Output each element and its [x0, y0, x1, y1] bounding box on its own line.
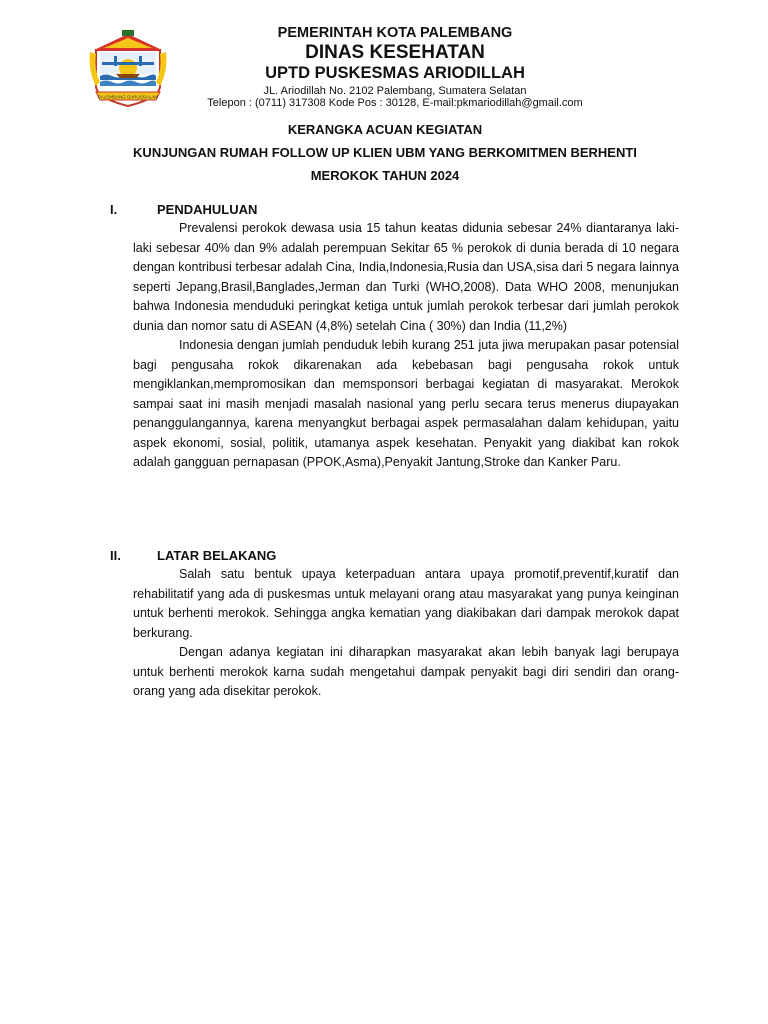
logo-ribbon-text: PALEMBANG DARUSSALAM — [98, 94, 158, 100]
government-name: PEMERINTAH KOTA PALEMBANG — [277, 25, 513, 41]
section-number: II. — [110, 548, 121, 563]
paragraph: Dengan adanya kegiatan ini diharapkan masyarakat akan lebih banyak lagi berupaya untuk berhenti merokok karna sudah mengetahui dampak penyakit bagi diri sendiri dan orang- orang yang ada disekitar perokok. — [133, 645, 679, 698]
section-title: PENDAHULUAN — [157, 202, 258, 217]
paragraph: Salah satu bentuk upaya keterpaduan antara upaya promotif,preventif,kuratif dan rehabilitatif yang ada di puskesmas untuk melayani orang atau masyarakat yang punya keinginan untuk berhenti merokok. Sehingga angka kematian yang diakibakan dari dampak merokok dapat berkurang. — [133, 567, 679, 640]
address: JL. Ariodillah No. 2102 Palembang, Sumatera Selatan — [263, 85, 527, 97]
section-body-latar-belakang — [133, 565, 679, 702]
letterhead — [170, 24, 620, 109]
paragraph: Indonesia dengan jumlah penduduk lebih kurang 251 juta jiwa merupakan pasar potensial bagi pengusaha rokok dikarenakan ada kebebasan bagi pengusaha rokok untuk mengiklankan,mempromosikan dan memsponsori berbagai kegiatan di masyarakat. Merokok sampai saat ini masih menjadi masalah nasional yang perlu secara terus menerus diupayakan penanggulangannya, karena menyangkut berbagai aspek permasalahan dalam kehidupan, yaitu aspek ekonomi, sosial, politik, utamanya aspek kesehatan. Penyakit yang diakibat kan rokok adalah gangguan pernapasan (PPOK,Asma),Penyakit Jantung,Stroke dan Kanker Paru. — [133, 338, 679, 469]
section-title: LATAR BELAKANG — [157, 548, 277, 563]
document-title-block — [80, 118, 690, 187]
agency-name: DINAS KESEHATAN — [305, 42, 485, 63]
document-subtitle-line-1: KUNJUNGAN RUMAH FOLLOW UP KLIEN UBM YANG BERKOMITMEN BERHENTI — [133, 145, 637, 160]
paragraph: Prevalensi perokok dewasa usia 15 tahun keatas didunia sebesar 24% diantaranya laki-laki sebesar 40% dan 9% adalah perempuan Sekitar 65 % perokok di dunia berada di 10 negara dengan kontribusi terbesar adalah Cina, India,Indonesia,Rusia dan USA,sisa dari 5 negara lainnya seperti Jepang,Brasil,Banglades,Jerman dan Turki (WHO,2008). Data WHO 2008, menunjukan bahwa Indonesia menduduki peringkat ketiga untuk jumlah perokok terbesar dari jumlah perokok dunia dan nomor satu di ASEAN (4,8%) setelah Cina ( 30%) dan India (11,2%) — [133, 221, 679, 333]
section-number: I. — [110, 202, 118, 217]
section-body-pendahuluan — [133, 219, 679, 473]
section-heading-pendahuluan — [110, 202, 257, 217]
document-subtitle-line-2: MEROKOK TAHUN 2024 — [310, 168, 460, 183]
unit-name: UPTD PUSKESMAS ARIODILLAH — [265, 64, 525, 82]
section-heading-latar-belakang — [110, 548, 276, 563]
palembang-coat-of-arms-logo — [86, 28, 170, 110]
document-title: KERANGKA ACUAN KEGIATAN — [287, 122, 483, 137]
contact-info: Telepon : (0711) 317308 Kode Pos : 30128, E-mail:pkmariodillah@gmail.com — [207, 97, 583, 109]
